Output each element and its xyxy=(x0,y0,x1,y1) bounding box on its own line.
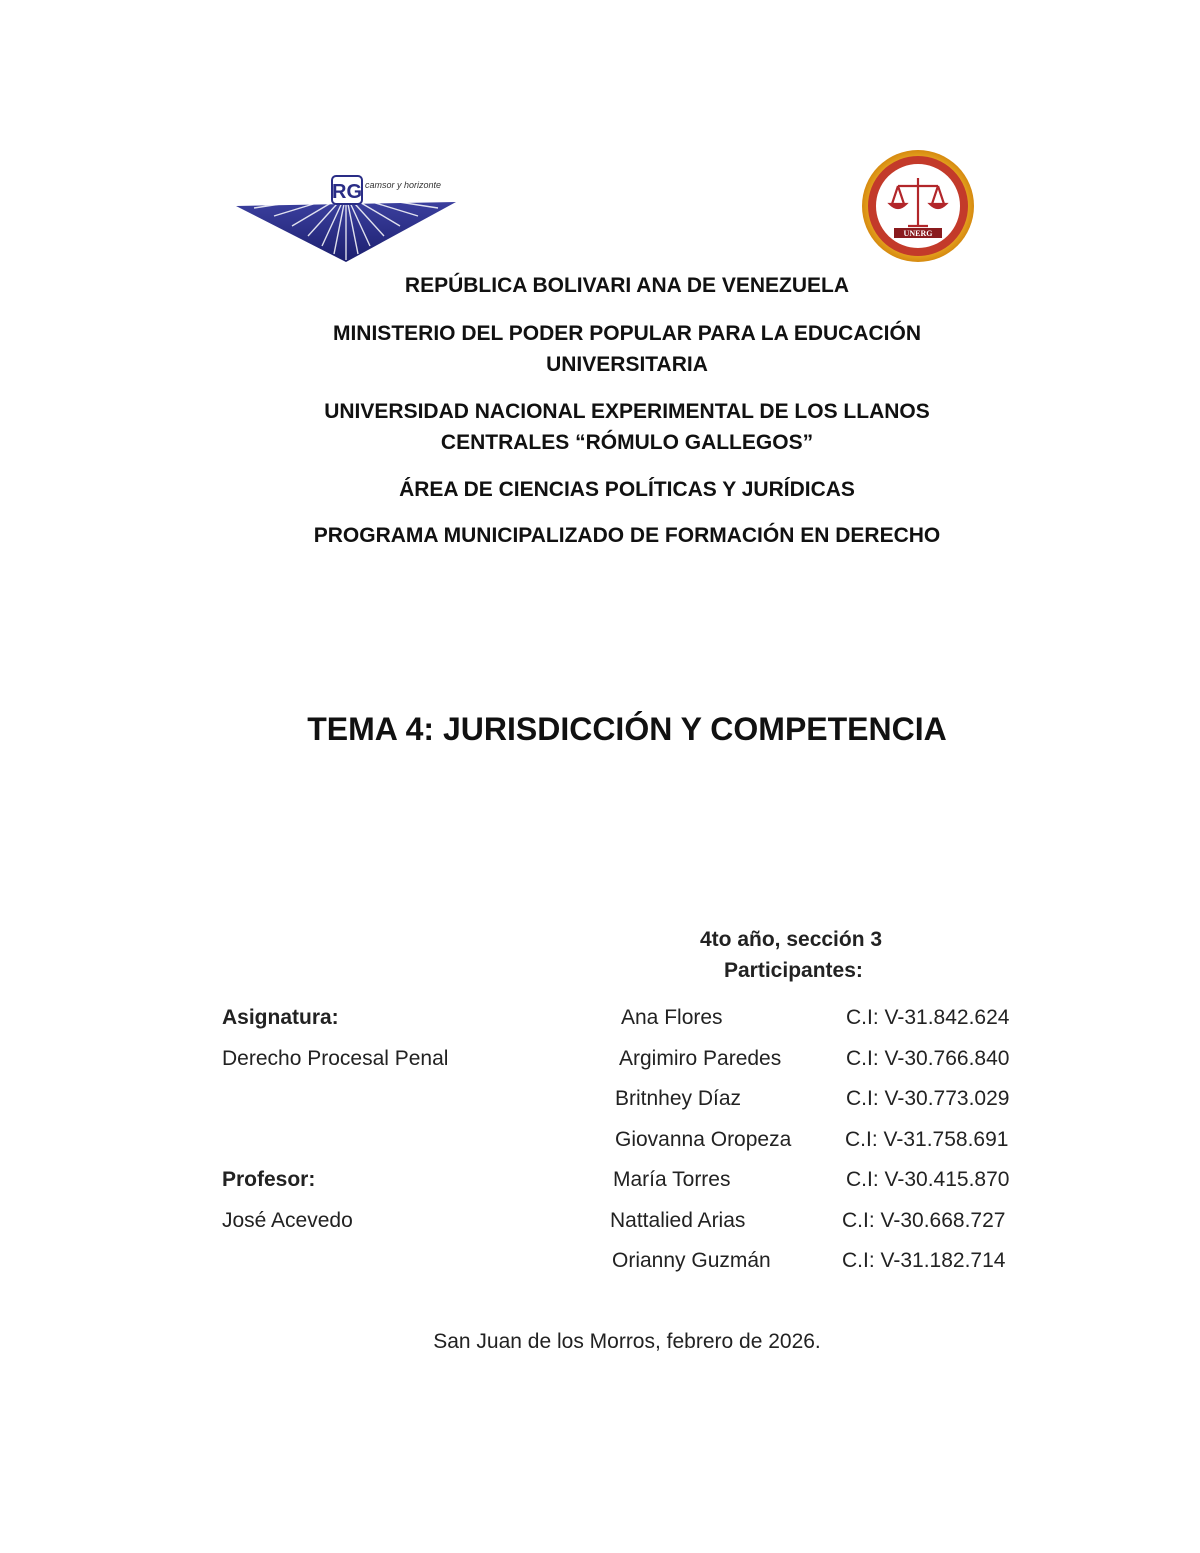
subject-value: Derecho Procesal Penal xyxy=(222,1047,449,1070)
participant-ci: C.I: V-30.415.870 xyxy=(846,1168,1010,1191)
participant-ci: C.I: V-30.668.727 xyxy=(842,1209,1006,1232)
participant-name: Giovanna Oropeza xyxy=(615,1128,792,1151)
header-program: PROGRAMA MUNICIPALIZADO DE FORMACIÓN EN DERECHO xyxy=(313,524,941,547)
participants-label: Participantes: xyxy=(724,959,863,982)
university-logo-left xyxy=(234,172,466,264)
participant-name: Britnhey Díaz xyxy=(615,1087,742,1110)
professor-label: Profesor: xyxy=(222,1168,316,1191)
participant-name: Nattalied Arias xyxy=(610,1209,746,1232)
faculty-seal-logo-right xyxy=(860,148,976,264)
participant-name: Ana Flores xyxy=(621,1006,723,1029)
place-date-footer: San Juan de los Morros, febrero de 2026. xyxy=(433,1330,821,1353)
header-ministry-line1: MINISTERIO DEL PODER POPULAR PARA LA EDUCACIÓN xyxy=(332,322,922,345)
header-university-line2: CENTRALES “RÓMULO GALLEGOS” xyxy=(440,431,814,454)
participant-ci: C.I: V-31.182.714 xyxy=(842,1249,1006,1272)
header-university-line1: UNIVERSIDAD NACIONAL EXPERIMENTAL DE LOS LLANOS xyxy=(324,400,930,423)
header-area: ÁREA DE CIENCIAS POLÍTICAS Y JURÍDICAS xyxy=(399,478,855,501)
participant-name: Orianny Guzmán xyxy=(612,1249,771,1272)
svg-text:RG: RG xyxy=(332,181,362,203)
participant-name: Argimiro Paredes xyxy=(619,1047,782,1070)
subject-label: Asignatura: xyxy=(222,1006,339,1029)
participant-name: María Torres xyxy=(613,1168,731,1191)
year-section: 4to año, sección 3 xyxy=(700,928,883,951)
participant-ci: C.I: V-30.773.029 xyxy=(846,1087,1010,1110)
svg-text:UNERG: UNERG xyxy=(903,229,933,238)
participant-ci: C.I: V-30.766.840 xyxy=(846,1047,1010,1070)
document-title: TEMA 4: JURISDICCIÓN Y COMPETENCIA xyxy=(307,711,947,747)
participant-ci: C.I: V-31.758.691 xyxy=(845,1128,1009,1151)
professor-value: José Acevedo xyxy=(222,1209,353,1232)
participant-ci: C.I: V-31.842.624 xyxy=(846,1006,1010,1029)
svg-text:camsor y horizonte: camsor y horizonte xyxy=(365,180,442,190)
header-republic: REPÚBLICA BOLIVARI ANA DE VENEZUELA xyxy=(404,274,850,297)
header-ministry-line2: UNIVERSITARIA xyxy=(546,353,708,376)
